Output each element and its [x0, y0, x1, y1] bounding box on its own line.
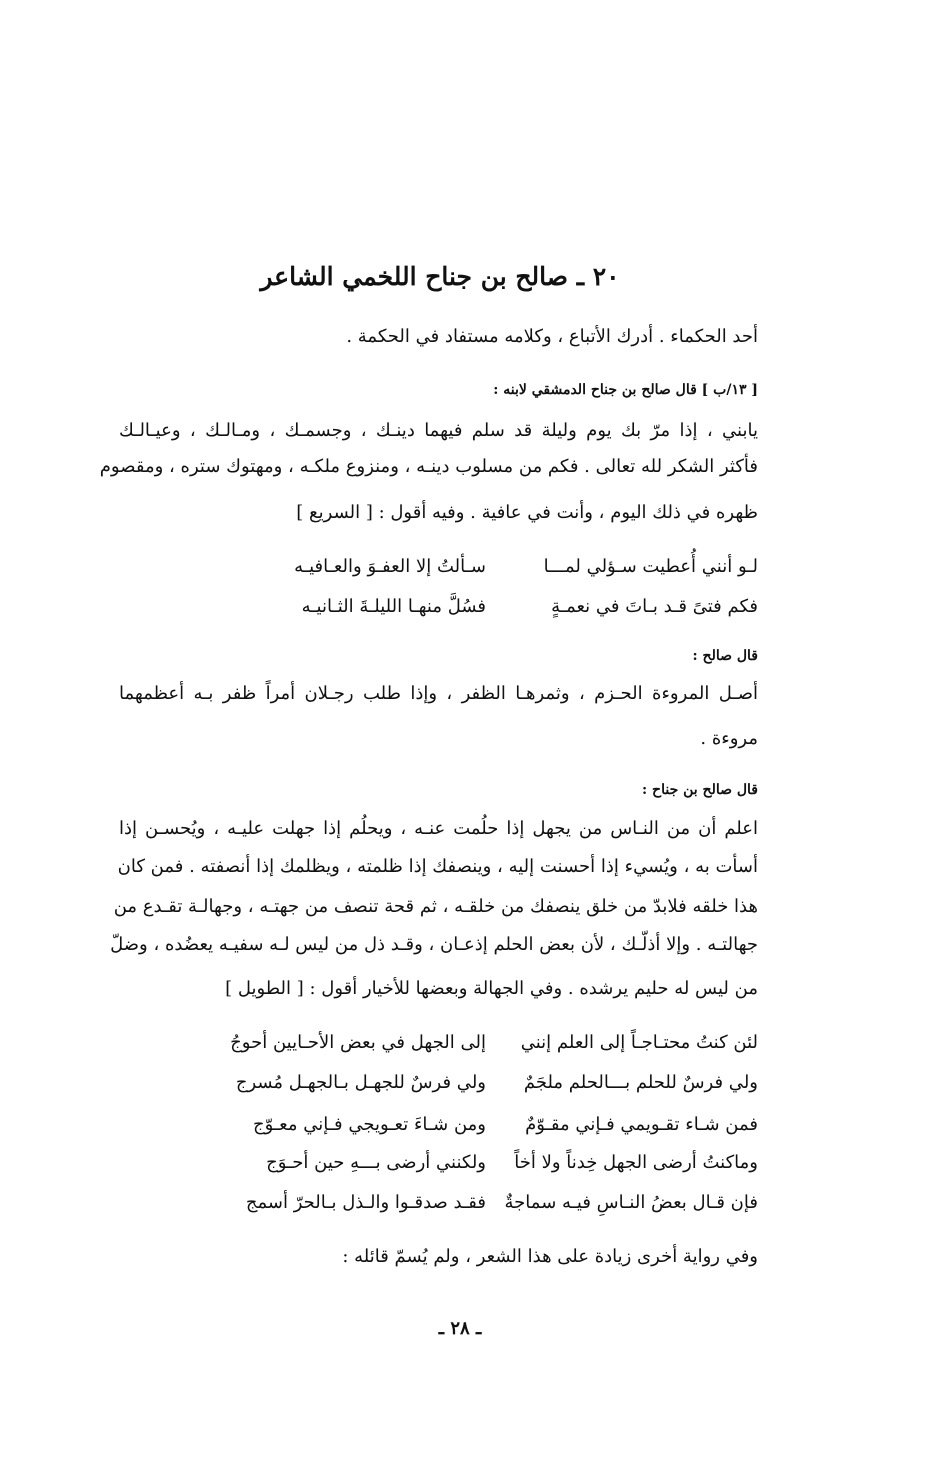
paragraph-line: اعلم أن من النـاس من يجهل إذا حلُمت عنـه ، ويحلُم إذا جهلت عليـه ، ويُحسـن إذا [119, 818, 758, 839]
paragraph-line: يابني ، إذا مرّ بك يوم وليلة قد سلم فيهما دينـك ، وجسمـك ، ومـالـك ، وعيـالـك [119, 420, 758, 441]
verse-second-hemistich: ومن شـاءَ تعـويجي فـإني معـوّج [252, 1114, 486, 1135]
paragraph-line: من ليس له حليم يرشده . وفي الجهالة وبعضها للأخيار أقول : [ الطويل ] [225, 978, 758, 999]
closing-line: وفي رواية أخرى زيادة على هذا الشعر ، ولم يُسمّ قائله : [342, 1246, 758, 1267]
speaker-label: قال صالح بن جناح : [642, 782, 758, 798]
page-number: ـ ٢٨ ـ [438, 1318, 482, 1339]
paragraph-line: فأكثر الشكر لله تعالى . فكم من مسلوب دينـه ، ومنزوع ملكـه ، ومهتوك ستره ، ومقصوم [99, 456, 758, 477]
paragraph-line: هذا خلقه فلابدّ من خلق ينصفك من خلقـه ، ثم قحة تنصف من جهتـه ، وجهالـة تقـدع من [113, 896, 758, 917]
verse-first-hemistich: فكم فتىً قـد بـاتَ في نعمـةٍ [551, 596, 758, 617]
verse-first-hemistich: فإن قـال بعضُ النـاسِ فيـه سماجةٌ [504, 1192, 758, 1213]
verse-first-hemistich: وماكنتُ أرضى الجهل خِدناً ولا أخاً [514, 1152, 758, 1173]
verse-second-hemistich: ولكنني أرضى بـــهِ حين أحـوَج [266, 1152, 486, 1173]
verse-second-hemistich: فقـد صدقـوا والـذل بـالحرّ أسمج [245, 1192, 486, 1213]
verse-second-hemistich: فسُلَّ منهـا الليلـةَ الثـانيـه [301, 596, 486, 617]
speaker-label: قال صالح : [692, 648, 758, 664]
verse-first-hemistich: لئن كنتُ محتـاجـاً إلى العلم إنني [520, 1032, 758, 1053]
chapter-title: ٢٠ ـ صالح بن جناح اللخمي الشاعر [260, 262, 620, 291]
verse-first-hemistich: ولي فرسٌ للحلم بـــالحلم ملجَمٌ [523, 1072, 758, 1093]
paragraph-line: أسأت به ، ويُسيء إذا أحسنت إليه ، وينصفك إذا ظلمته ، ويظلمك إذا أنصفته . فمن كان [117, 856, 758, 877]
paragraph-line: أصـل المروءة الحـزم ، وثمرهـا الظفر ، وإذا طلب رجـلان أمراً ظفر بـه أعظمهما [119, 683, 758, 704]
verse-second-hemistich: سـألتُ إلا العفـوَ والعـافيـه [294, 556, 486, 577]
verse-first-hemistich: فمن شـاء تقـويمي فـإني مقـوّمٌ [525, 1114, 758, 1135]
paragraph-line: جهالتـه . وإلا أذلّـك ، لأن بعض الحلم إذعـان ، وقـد ذل من ليس لـه سفيـه يعضُده ، وضلّ [110, 934, 758, 955]
verse-second-hemistich: ولي فرسٌ للجهـل بـالجهـل مُسرج [235, 1072, 486, 1093]
verse-first-hemistich: لـو أنني أُعطيت سـؤلي لمـــا [543, 556, 758, 577]
reference-line: [ ١٣/ب ] قال صالح بن جناح الدمشقي لابنه : [493, 382, 758, 398]
paragraph-line: مروءة . [700, 728, 758, 749]
intro-text: أحد الحكماء . أدرك الأتباع ، وكلامه مستفاد في الحكمة . [346, 326, 758, 347]
verse-second-hemistich: إلى الجهل في بعض الأحـايين أحوجُ [230, 1032, 486, 1053]
paragraph-line: ظهره في ذلك اليوم ، وأنت في عافية . وفيه أقول : [ السريع ] [296, 502, 758, 523]
